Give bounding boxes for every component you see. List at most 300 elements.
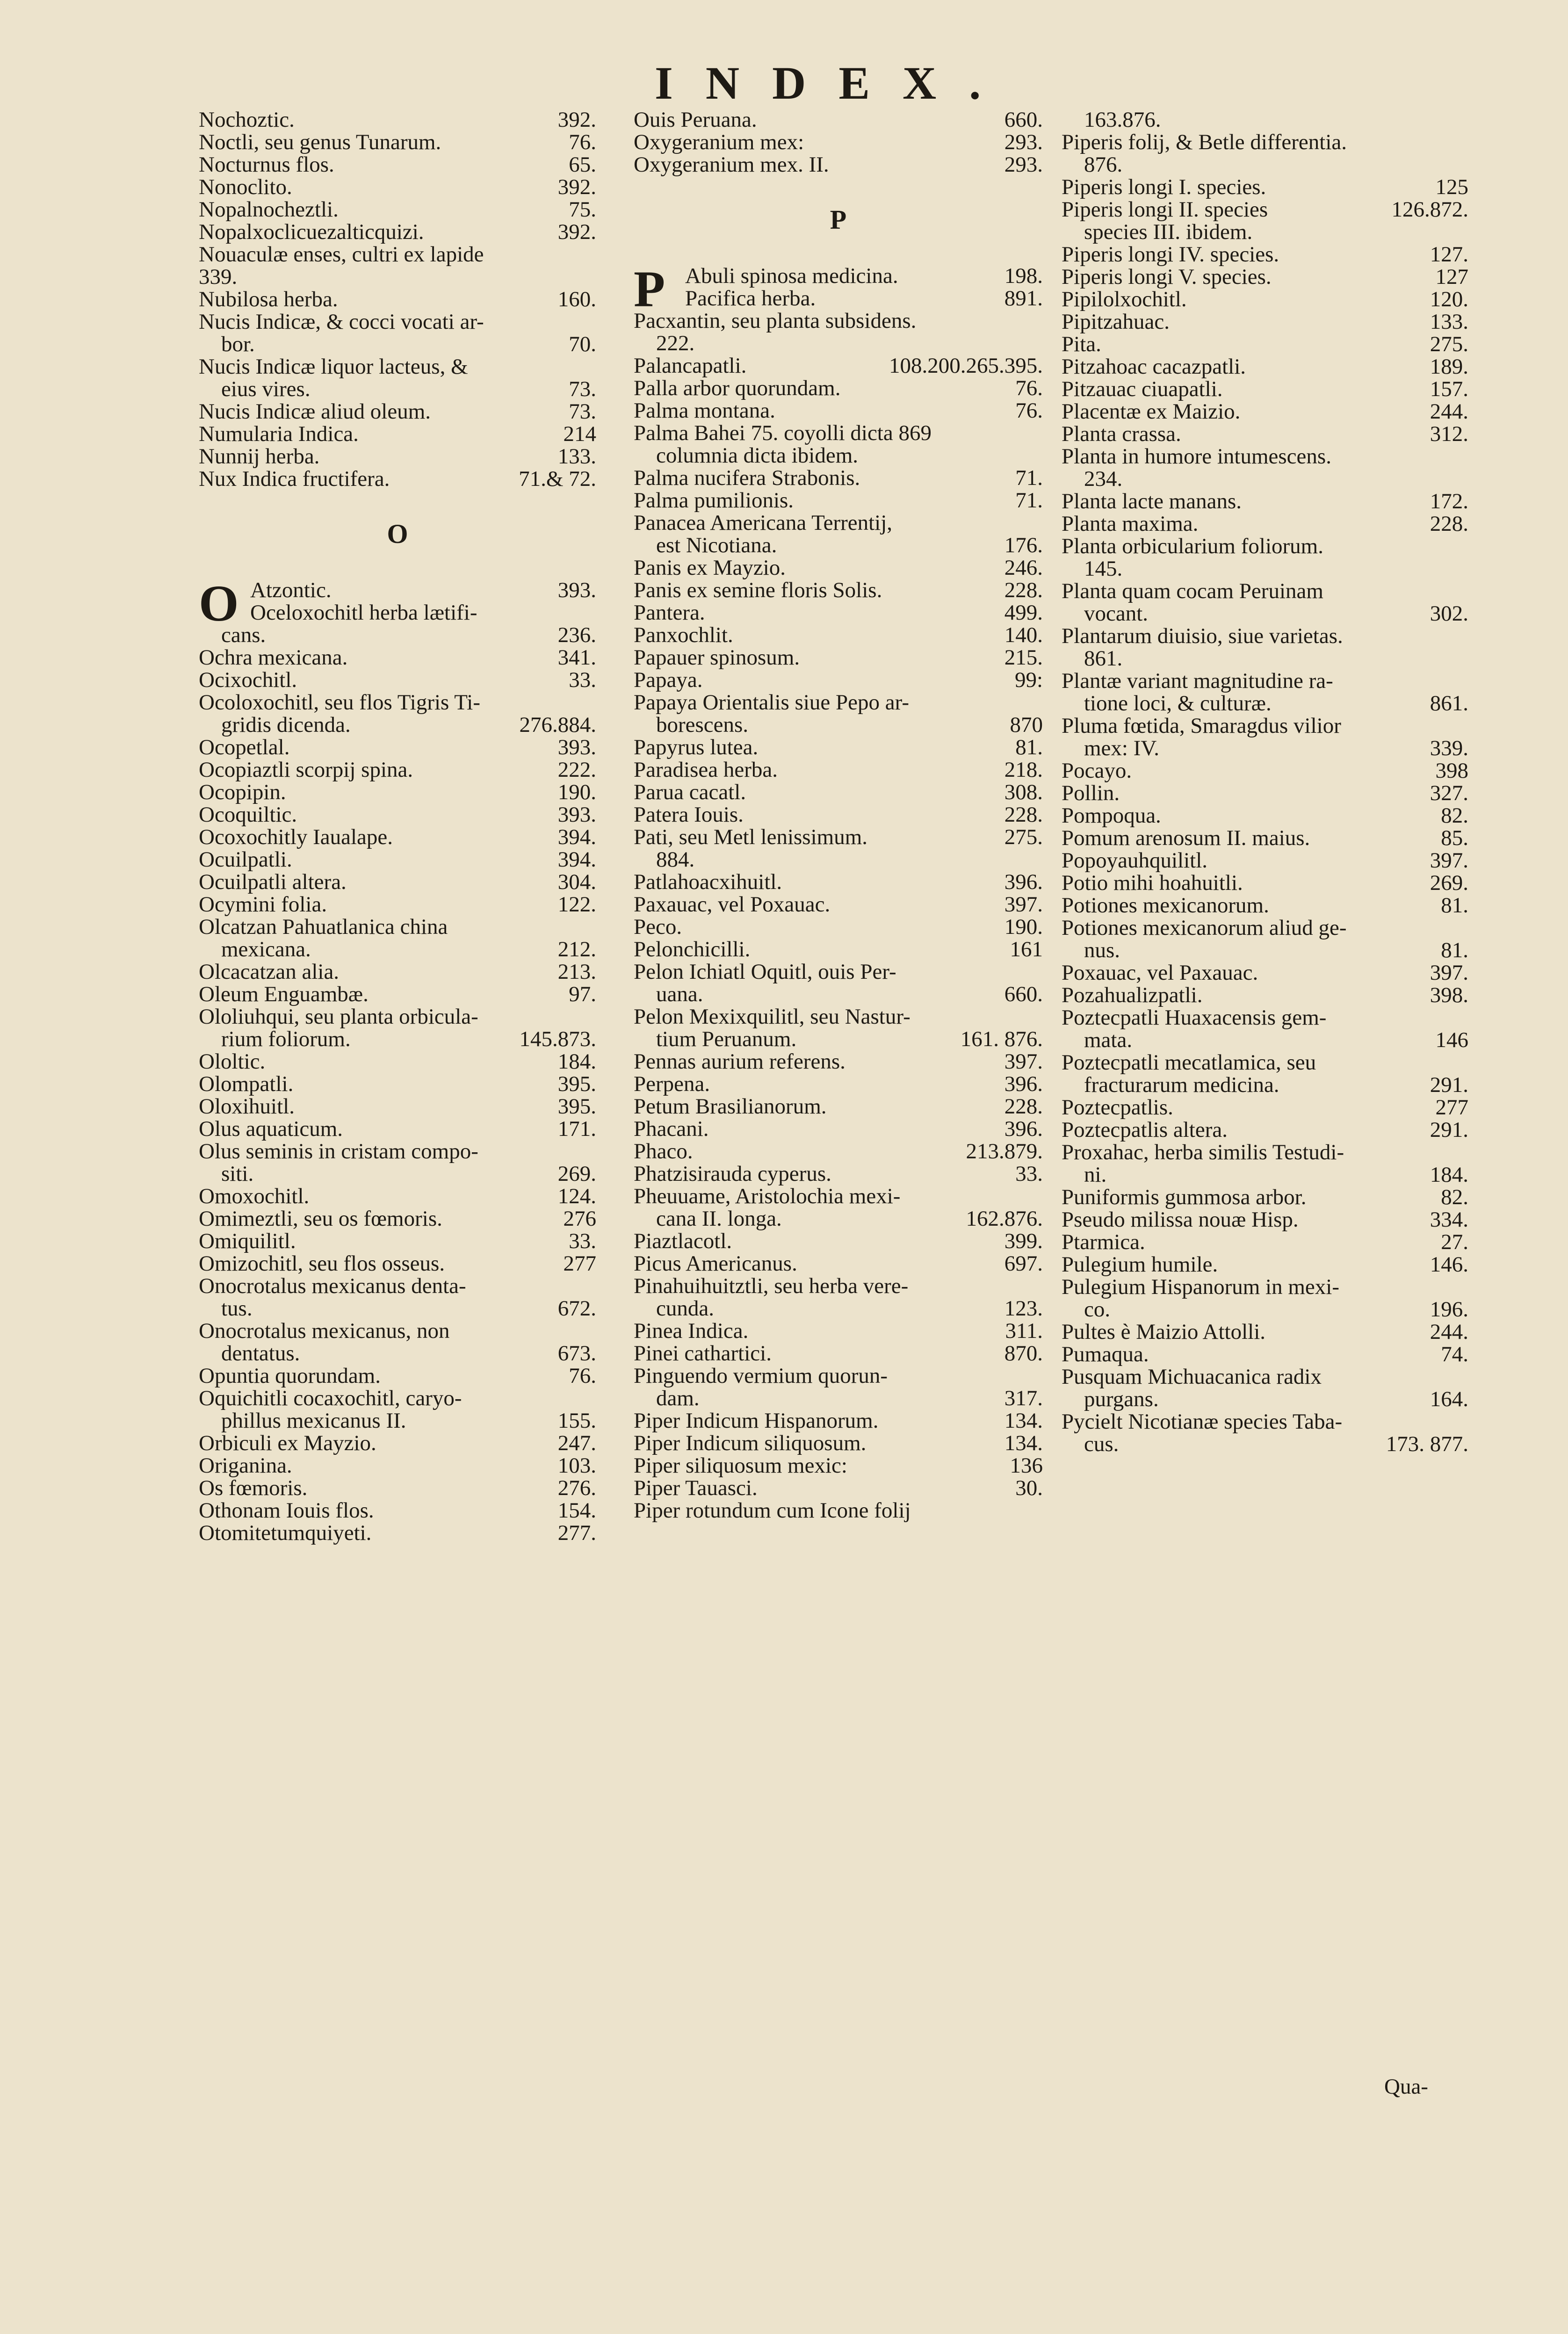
index-entry [1062, 1433, 1468, 1455]
entry-term: Palma pumilionis. [634, 488, 794, 513]
entry-term: Palancapatli. [634, 354, 747, 378]
index-entry [199, 1230, 596, 1252]
entry-page-ref: 697. [1004, 1251, 1043, 1276]
entry-term: Palma Bahei 75. coyolli dicta 869 [634, 421, 932, 445]
entry-term: Pheuuame, Aristolochia mexi- [634, 1184, 901, 1208]
entry-term: mexicana. [221, 937, 311, 961]
index-entry [1062, 1186, 1468, 1208]
index-entry [1062, 602, 1468, 625]
entry-page-ref: 276. [557, 1476, 596, 1500]
index-entry [634, 1163, 1043, 1185]
index-entry [199, 288, 596, 311]
entry-page-ref: 120. [1430, 287, 1468, 311]
index-entry [199, 108, 596, 131]
entry-page-ref: 125 [1435, 175, 1468, 199]
entry-term: Pantera. [634, 600, 705, 625]
index-entry [199, 601, 596, 624]
index-entry [634, 624, 1043, 646]
entry-page-ref: 334. [1430, 1207, 1468, 1232]
entry-term: bor. [221, 332, 255, 356]
entry-page-ref: 213.879. [966, 1139, 1043, 1163]
entry-term: Oquichitli cocaxochitl, caryo- [199, 1386, 462, 1410]
entry-term: Pelonchicilli. [634, 937, 751, 961]
entry-page-ref: 136 [1010, 1453, 1043, 1478]
entry-page-ref: 244. [1430, 399, 1468, 424]
entry-term: Papaya Orientalis siue Pepo ar- [634, 690, 909, 715]
section-entries [199, 575, 596, 1545]
index-entry [634, 579, 1043, 601]
entry-term: Patlahoacxihuitl. [634, 870, 782, 894]
entry-term: Pennas aurium referens. [634, 1049, 845, 1074]
entry-page-ref: 134. [1004, 1409, 1043, 1433]
entry-page-ref: 82. [1441, 803, 1468, 828]
entry-page-ref: 394. [557, 847, 596, 872]
entry-term: Nochoztic. [199, 108, 295, 132]
entry-term: Abuli spinosa medicina. [685, 264, 898, 288]
index-entry [1062, 715, 1468, 737]
section-letter: O [387, 519, 408, 549]
entry-term: 339. [199, 265, 238, 289]
entry-page-ref: 161 [1010, 937, 1043, 961]
entry-page-ref: 76. [1015, 398, 1043, 423]
index-entry [1062, 468, 1468, 490]
entry-term: Oceloxochitl herba lætifi- [250, 600, 477, 625]
entry-term: Pumaqua. [1062, 1342, 1149, 1366]
entry-page-ref: 190. [1004, 915, 1043, 939]
entry-term: Othonam Iouis flos. [199, 1498, 374, 1523]
entry-page-ref: 327. [1430, 781, 1468, 805]
index-entry [1062, 1096, 1468, 1119]
entry-term: Otomitetumquiyeti. [199, 1521, 372, 1545]
entry-page-ref: 122. [557, 892, 596, 917]
entry-term: Piaztlacotl. [634, 1229, 732, 1253]
entry-page-ref: 157. [1430, 377, 1468, 401]
entry-term: Pipilolxochitl. [1062, 287, 1187, 311]
index-entry [634, 534, 1043, 556]
index-entry [199, 579, 596, 601]
index-entry [199, 198, 596, 221]
index-entry [1062, 804, 1468, 827]
entry-term: rium foliorum. [221, 1027, 351, 1051]
index-entry [199, 669, 596, 691]
entry-page-ref: 396. [1004, 1117, 1043, 1141]
section-entries [634, 260, 1043, 1523]
entry-term: Piper rotundum cum Icone folij [634, 1498, 911, 1523]
entry-page-ref: 870. [1004, 1341, 1043, 1366]
index-entry [1062, 692, 1468, 715]
entry-term: Piperis longi II. species [1062, 197, 1268, 222]
index-entry [1062, 1366, 1468, 1388]
index-entry [199, 1499, 596, 1522]
entry-term: columnia dicta ibidem. [656, 443, 859, 468]
entry-page-ref: 164. [1430, 1387, 1468, 1411]
entry-term: Piper siliquosum mexic: [634, 1453, 847, 1478]
entry-page-ref: 65. [569, 152, 596, 177]
entry-term: mex: IV. [1084, 736, 1160, 760]
entry-term: Ocopiaztli scorpij spina. [199, 758, 413, 782]
index-entry [634, 1028, 1043, 1050]
index-entry [634, 1454, 1043, 1477]
entry-term: Pinei cathartici. [634, 1341, 772, 1366]
entry-term: Nocturnus flos. [199, 152, 334, 177]
index-entry [199, 1118, 596, 1140]
index-entry [1062, 108, 1468, 131]
entry-term: fracturarum medicina. [1084, 1073, 1279, 1097]
index-entry [199, 803, 596, 826]
entry-page-ref: 71. [1015, 488, 1043, 513]
entry-term: Proxahac, herba similis Testudi- [1062, 1140, 1344, 1164]
entry-term: Phatzisirauda cyperus. [634, 1162, 831, 1186]
index-entry [199, 445, 596, 468]
index-entry [199, 1365, 596, 1387]
entry-page-ref: 277 [1435, 1095, 1468, 1120]
index-entry [634, 781, 1043, 803]
index-entry [199, 893, 596, 916]
entry-term: Planta in humore intumescens. [1062, 444, 1331, 469]
index-entry [1062, 1051, 1468, 1074]
index-entry [634, 1297, 1043, 1320]
index-entry [199, 423, 596, 445]
entry-page-ref: 33. [569, 668, 596, 692]
entry-term: gridis dicenda. [221, 713, 351, 737]
entry-term: Olcacatzan alia. [199, 960, 340, 984]
entry-page-ref: 276 [563, 1207, 596, 1231]
entry-term: Numularia Indica. [199, 422, 359, 446]
entry-page-ref: 74. [1441, 1342, 1468, 1366]
index-entry [199, 848, 596, 871]
entry-page-ref: 870 [1010, 713, 1043, 737]
section-letter: P [830, 204, 847, 235]
index-entry [199, 714, 596, 736]
entry-page-ref: 291. [1430, 1073, 1468, 1097]
entry-term: Ocopetlal. [199, 735, 290, 759]
entry-page-ref: 396. [1004, 870, 1043, 894]
entry-term: Puniformis gummosa arbor. [1062, 1185, 1307, 1209]
entry-term: Ocixochitl. [199, 668, 297, 692]
index-entry [1062, 355, 1468, 378]
entry-page-ref: 276.884. [519, 713, 596, 737]
index-entry [634, 1320, 1043, 1342]
index-entry [199, 1028, 596, 1050]
index-entry [634, 1118, 1043, 1140]
index-entry [634, 1499, 1043, 1522]
entry-term: Noctli, seu genus Tunarum. [199, 130, 441, 154]
entry-page-ref: 392. [557, 175, 596, 199]
index-entry [199, 1454, 596, 1477]
index-entry [634, 1095, 1043, 1118]
entry-page-ref: 76. [569, 1364, 596, 1388]
entry-term: Piper Indicum siliquosum. [634, 1431, 867, 1455]
entry-term: Omizochitl, seu flos osseus. [199, 1251, 445, 1276]
entry-term: 145. [1084, 556, 1123, 581]
index-entry [199, 176, 596, 198]
entry-term: Panacea Americana Terrentij, [634, 511, 893, 535]
index-entry [634, 489, 1043, 512]
entry-page-ref: 277. [557, 1521, 596, 1545]
entry-page-ref: 173. 877. [1386, 1432, 1468, 1456]
entry-page-ref: 189. [1430, 354, 1468, 379]
index-entry [634, 803, 1043, 826]
entry-term: Ololiuhqui, seu planta orbicula- [199, 1004, 478, 1029]
index-entry [199, 1297, 596, 1320]
entry-page-ref: 311. [1005, 1319, 1043, 1343]
index-entry [199, 131, 596, 153]
entry-term: Pulegium humile. [1062, 1252, 1218, 1277]
index-entry [199, 1140, 596, 1163]
entry-page-ref: 162.876. [966, 1207, 1043, 1231]
entry-term: Omoxochitl. [199, 1184, 310, 1208]
index-entry [199, 1409, 596, 1432]
index-entry [634, 556, 1043, 579]
index-entry [1062, 1119, 1468, 1141]
entry-page-ref: 398. [1430, 983, 1468, 1007]
entry-term: Palma montana. [634, 398, 775, 423]
entry-term: co. [1084, 1297, 1111, 1322]
entry-term: Parua cacatl. [634, 780, 746, 804]
entry-page-ref: 308. [1004, 780, 1043, 804]
index-entry [1062, 1141, 1468, 1163]
entry-term: Placentæ ex Maizio. [1062, 399, 1241, 424]
entry-page-ref: 85. [1441, 826, 1468, 850]
index-entry [199, 333, 596, 355]
entry-page-ref: 103. [557, 1453, 596, 1478]
index-entry [634, 354, 1043, 377]
entry-term: Onocrotalus mexicanus, non [199, 1319, 450, 1343]
entry-term: Oleum Enguambæ. [199, 982, 369, 1006]
entry-term: Os fœmoris. [199, 1476, 308, 1500]
entry-term: Piperis longi IV. species. [1062, 242, 1279, 267]
index-entry [1062, 961, 1468, 984]
entry-term: Nonoclito. [199, 175, 292, 199]
entry-page-ref: 184. [557, 1049, 596, 1074]
index-entry [199, 1320, 596, 1342]
entry-page-ref: 172. [1430, 489, 1468, 513]
index-entry [199, 1005, 596, 1028]
entry-term: Planta maxima. [1062, 512, 1199, 536]
index-entry [199, 1275, 596, 1297]
index-entry [634, 916, 1043, 938]
entry-term: Pompoqua. [1062, 803, 1161, 828]
page-title: INDEX. [655, 57, 1014, 109]
index-entry [199, 983, 596, 1005]
index-entry [1062, 625, 1468, 647]
entry-page-ref: 127. [1430, 242, 1468, 267]
entry-term: Opuntia quorundam. [199, 1364, 381, 1388]
entry-term: Planta crassa. [1062, 422, 1181, 446]
index-entry [1062, 1006, 1468, 1029]
index-entry [1062, 827, 1468, 849]
entry-page-ref: 73. [569, 377, 596, 401]
entry-page-ref: 71.& 72. [519, 467, 596, 491]
entry-page-ref: 97. [569, 982, 596, 1006]
entry-page-ref: 397. [1430, 961, 1468, 985]
entry-term: eius vires. [221, 377, 311, 401]
index-entry [1062, 849, 1468, 872]
index-entry [1062, 759, 1468, 782]
entry-term: Papaya. [634, 668, 703, 692]
entry-term: Pita. [1062, 332, 1101, 356]
entry-page-ref: 392. [557, 108, 596, 132]
index-entry [1062, 243, 1468, 266]
index-entry [634, 691, 1043, 714]
index-entry [634, 108, 1043, 131]
entry-term: Pollin. [1062, 781, 1120, 805]
entry-term: Panis ex Mayzio. [634, 556, 786, 580]
entry-term: Perpena. [634, 1072, 710, 1096]
index-entry [1062, 198, 1468, 221]
entry-term: Olus seminis in cristam compo- [199, 1139, 478, 1163]
entry-page-ref: 499. [1004, 600, 1043, 625]
entry-term: Papyrus lutea. [634, 735, 759, 759]
entry-term: Pusquam Michuacanica radix [1062, 1365, 1322, 1389]
entry-page-ref: 161. 876. [960, 1027, 1043, 1051]
index-entry [1062, 1029, 1468, 1051]
entry-page-ref: 123. [1004, 1296, 1043, 1321]
index-entry [1062, 1163, 1468, 1186]
entry-term: Ocoloxochitl, seu flos Tigris Ti- [199, 690, 480, 715]
entry-term: Pluma fœtida, Smaragdus vilior [1062, 714, 1341, 738]
entry-term: Nucis Indicæ aliud oleum. [199, 399, 431, 424]
index-entry [634, 848, 1043, 871]
entry-term: Pseudo milissa nouæ Hisp. [1062, 1207, 1299, 1232]
entry-page-ref: 393. [557, 735, 596, 759]
index-entry [199, 916, 596, 938]
entry-page-ref: 76. [569, 130, 596, 154]
index-entry [1062, 311, 1468, 333]
entry-page-ref: 160. [557, 287, 596, 311]
index-entry [634, 265, 1043, 287]
entry-term: tus. [221, 1296, 253, 1321]
entry-term: ni. [1084, 1163, 1107, 1187]
entry-term: Potiones mexicanorum. [1062, 893, 1269, 918]
entry-term: Omiquilitl. [199, 1229, 296, 1253]
entry-term: nus. [1084, 938, 1120, 962]
entry-page-ref: 247. [557, 1431, 596, 1455]
entry-term: Nopalxoclicuezalticquizi. [199, 220, 424, 244]
entry-term: Nopalnocheztli. [199, 197, 339, 222]
entry-page-ref: 70. [569, 332, 596, 356]
entry-page-ref: 108.200.265.395. [889, 354, 1043, 378]
entry-term: Poztecpatli mecatlamica, seu [1062, 1050, 1316, 1075]
entry-page-ref: 672. [557, 1296, 596, 1321]
index-entry [199, 826, 596, 848]
entry-page-ref: 73. [569, 399, 596, 424]
entry-term: Ocoquiltic. [199, 802, 297, 827]
index-entry [634, 1185, 1043, 1207]
index-entry [634, 1432, 1043, 1454]
entry-page-ref: 341. [557, 645, 596, 670]
entry-term: vocant. [1084, 601, 1149, 626]
entry-term: Nubilosa herba. [199, 287, 338, 311]
entry-page-ref: 398 [1435, 759, 1468, 783]
entry-term: cana II. longa. [656, 1207, 782, 1231]
entry-page-ref: 176. [1004, 533, 1043, 557]
index-entry [199, 153, 596, 176]
entry-term: 884. [656, 847, 695, 872]
entry-page-ref: 154. [557, 1498, 596, 1523]
index-entry [1062, 737, 1468, 759]
index-entry [1062, 1208, 1468, 1231]
entry-term: Poztecpatlis. [1062, 1095, 1173, 1120]
entry-term: dam. [656, 1386, 700, 1410]
index-entry [1062, 131, 1468, 153]
index-entry [199, 1477, 596, 1499]
entry-page-ref: 145.873. [519, 1027, 596, 1051]
entry-page-ref: 394. [557, 825, 596, 849]
entry-page-ref: 861. [1430, 691, 1468, 715]
entry-page-ref: 134. [1004, 1431, 1043, 1455]
entry-page-ref: 891. [1004, 286, 1043, 311]
index-entry [1062, 490, 1468, 513]
entry-page-ref: 71. [1015, 466, 1043, 490]
entry-term: Phacani. [634, 1117, 709, 1141]
index-entry [634, 1050, 1043, 1073]
index-entry [634, 444, 1043, 467]
index-entry [199, 311, 596, 333]
index-entry [1062, 1343, 1468, 1366]
entry-term: Palla arbor quorundam. [634, 376, 841, 400]
entry-page-ref: 397. [1430, 848, 1468, 873]
index-entry [199, 1163, 596, 1185]
index-entry [634, 759, 1043, 781]
entry-term: Pacifica herba. [685, 286, 816, 311]
index-entry [199, 736, 596, 759]
index-entry [1062, 917, 1468, 939]
index-entry [634, 1230, 1043, 1252]
entry-term: Planta orbicularium foliorum. [1062, 534, 1323, 558]
entry-term: Poztecpatli Huaxacensis gem- [1062, 1005, 1327, 1030]
index-entry [199, 938, 596, 961]
entry-term: Pelon Mexixquilitl, seu Nastur- [634, 1004, 910, 1029]
entry-page-ref: 291. [1430, 1118, 1468, 1142]
entry-term: Oxygeranium mex. II. [634, 152, 829, 177]
entry-term: Planta lacte manans. [1062, 489, 1242, 513]
entry-term: Paxauac, vel Poxauac. [634, 892, 831, 917]
entry-page-ref: 395. [557, 1072, 596, 1096]
entry-page-ref: 269. [1430, 871, 1468, 895]
entry-page-ref: 396. [1004, 1072, 1043, 1096]
index-entry [634, 871, 1043, 893]
entry-term: Petum Brasilianorum. [634, 1094, 827, 1119]
index-entry [199, 243, 596, 266]
entry-page-ref: 140. [1004, 623, 1043, 647]
index-entry [634, 826, 1043, 848]
entry-term: species III. ibidem. [1084, 220, 1253, 244]
index-entry [1062, 445, 1468, 468]
index-entry [199, 1050, 596, 1073]
index-entry [1062, 1231, 1468, 1253]
entry-page-ref: 228. [1430, 512, 1468, 536]
index-entry [634, 422, 1043, 444]
entry-term: Pitzauac ciuapatli. [1062, 377, 1223, 401]
index-entry [634, 1275, 1043, 1297]
entry-term: Ocymini folia. [199, 892, 327, 917]
index-entry [1062, 1253, 1468, 1276]
entry-page-ref: 82. [1441, 1185, 1468, 1209]
entry-page-ref: 317. [1004, 1386, 1043, 1410]
entry-term: Nouaculæ enses, cultri ex lapide [199, 242, 484, 267]
entry-term: Popoyauhquilitl. [1062, 848, 1208, 873]
index-entry [1062, 557, 1468, 580]
index-entry [1062, 221, 1468, 243]
entry-term: uana. [656, 982, 703, 1006]
entry-page-ref: 214 [563, 422, 596, 446]
entry-page-ref: 228. [1004, 1094, 1043, 1119]
entry-term: Panxochlit. [634, 623, 733, 647]
entry-page-ref: 660. [1004, 982, 1043, 1006]
entry-term: Ololtic. [199, 1049, 266, 1074]
index-entry [199, 1387, 596, 1409]
